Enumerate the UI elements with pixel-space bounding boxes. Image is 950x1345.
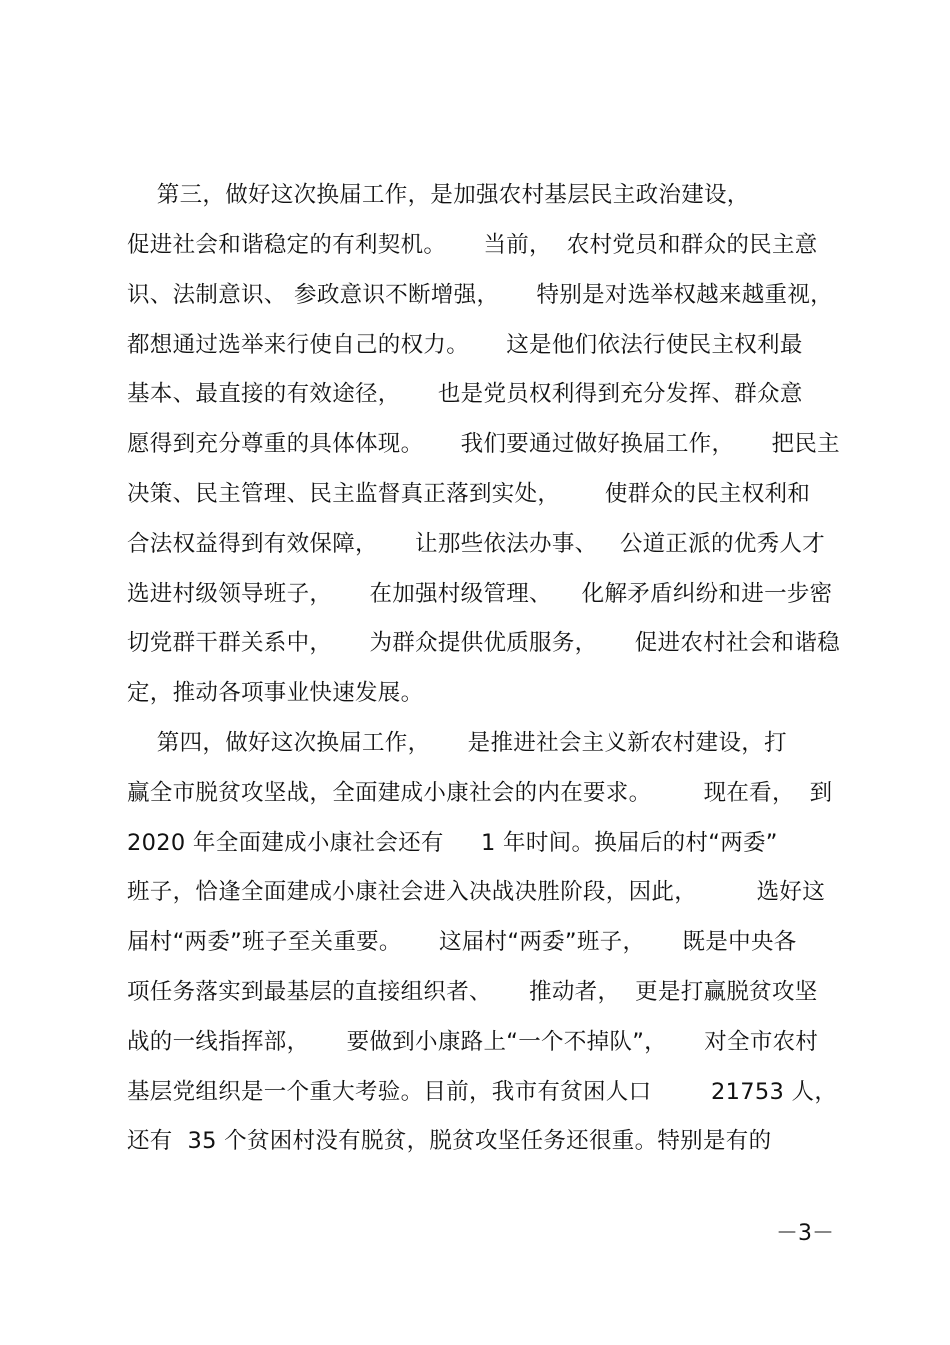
text-line: 愿得到充分尊重的具体体现。 我们要通过做好换届工作， 把民主 [127, 431, 840, 457]
text-line: 赢全市脱贫攻坚战，全面建成小康社会的内在要求。 现在看， 到 [127, 780, 833, 806]
text-line: 促进社会和谐稳定的有利契机。 当前， 农村党员和群众的民主意 [127, 232, 818, 258]
text-line: 基层党组织是一个重大考验。目前，我市有贫困人口 21753 人， [127, 1079, 838, 1105]
text-line: 都想通过选举来行使自己的权力。 这是他们依法行使民主权利最 [127, 332, 803, 358]
text-line: 合法权益得到有效保障， 让那些依法办事、 公道正派的优秀人才 [127, 531, 826, 557]
text-line: 第三，做好这次换届工作，是加强农村基层民主政治建设， [127, 182, 750, 208]
text-line: 班子，恰逢全面建成小康社会进入决战决胜阶段，因此， 选好这 [127, 879, 826, 905]
text-line: 切党群干群关系中， 为群众提供优质服务， 促进农村社会和谐稳 [127, 630, 840, 656]
text-line: 还有 35 个贫困村没有脱贫，脱贫攻坚任务还很重。特别是有的 [127, 1128, 772, 1154]
text-line: 定，推动各项事业快速发展。 [127, 680, 424, 706]
text-line: 第四，做好这次换届工作， 是推进社会主义新农村建设，打 [127, 730, 787, 756]
text-line: 届村“两委”班子至关重要。 这届村“两委”班子， 既是中央各 [127, 929, 797, 955]
text-line: 项任务落实到最基层的直接组织者、 推动者， 更是打赢脱贫攻坚 [127, 979, 818, 1005]
text-line: 战的一线指挥部， 要做到小康路上“一个不掉队”， 对全市农村 [127, 1029, 819, 1055]
text-line: 决策、民主管理、民主监督真正落到实处， 使群众的民主权利和 [127, 481, 811, 507]
text-line: 选进村级领导班子， 在加强村级管理、 化解矛盾纠纷和进一步密 [127, 581, 833, 607]
text-line: 识、法制意识、 参政意识不断增强， 特别是对选举权越来越重视， [127, 282, 833, 308]
text-line: 基本、最直接的有效途径， 也是党员权利得到充分发挥、群众意 [127, 381, 803, 407]
text-line: 2020 年全面建成小康社会还有 1 年时间。换届后的村“两委” [127, 830, 778, 856]
page-number: －3－ [776, 1221, 834, 1246]
